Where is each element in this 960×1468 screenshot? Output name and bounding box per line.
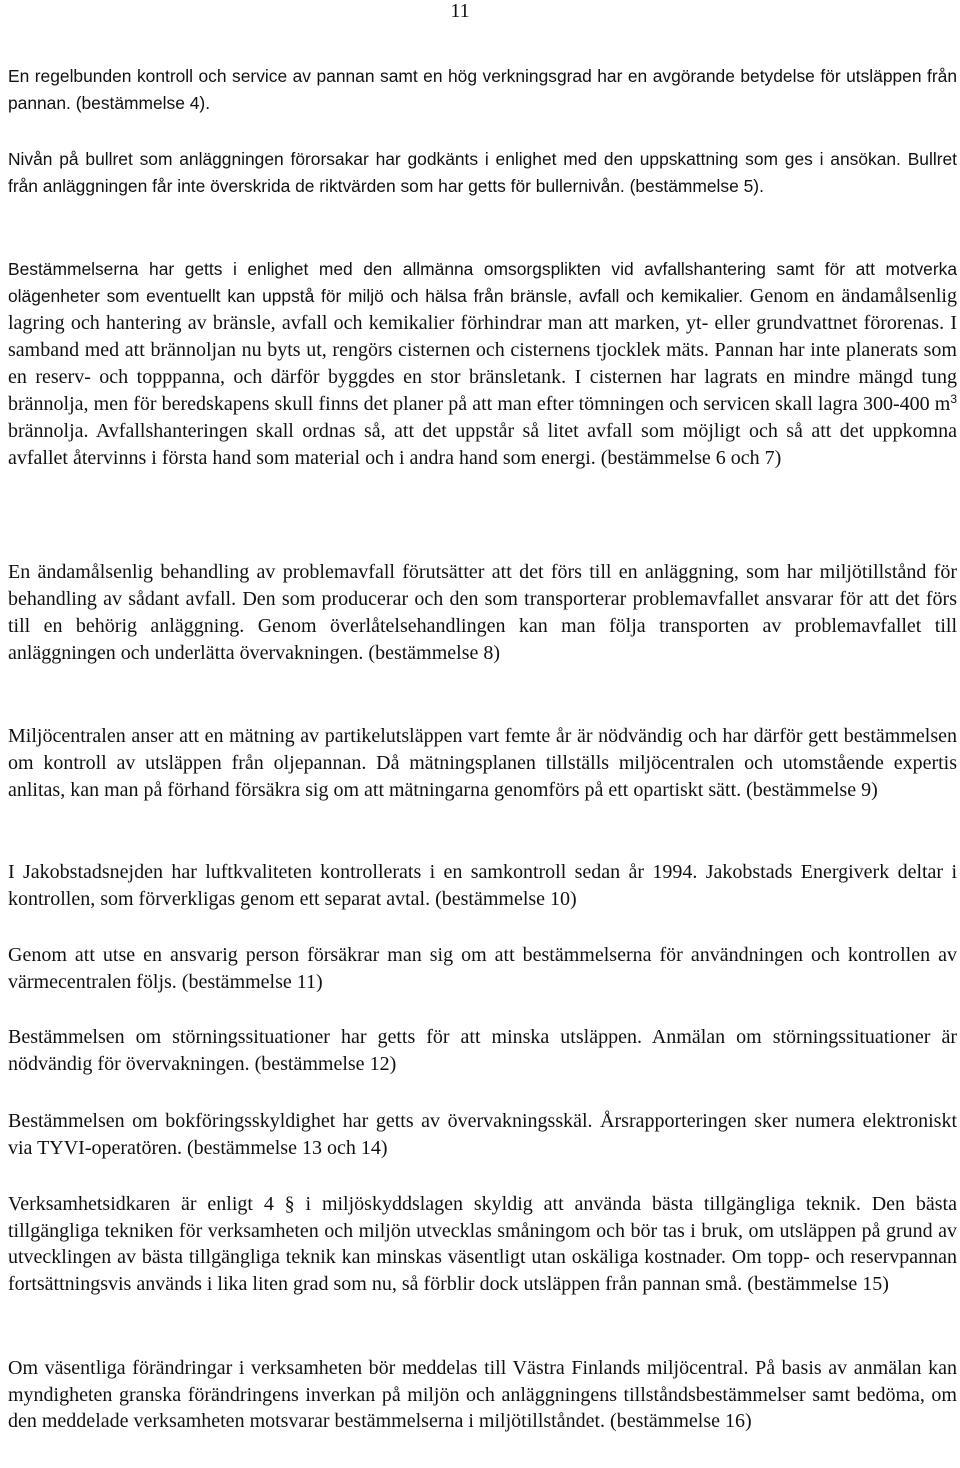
paragraph-waste-handling-end: brännolja. Avfallshanteringen skall ordnas så, att det uppstår så litet avfall som möjligt och så att det uppkomna avfallet återvinns i första hand som material och i andra hand som energi. (bestämmelse 6 och 7) — [8, 419, 957, 469]
paragraph-disturbances: Bestämmelsen om störningssituationer har getts för att minska utsläppen. Anmälan om störningssituationer är nödvändig för övervakningen. (bestämmelse 12) — [8, 1026, 957, 1075]
paragraph-particle-measurement: Miljöcentralen anser att en mätning av partikelutsläppen vart femte år är nödvändig och har därför gett bestämmelsen om kontroll av utsläppen från oljepannan. Då mätningsplanen tillställs miljöcentralen och utomstående expertis anlitas, kan man på förhand försäkra sig om att mätningarna genomförs på ett opartiskt sätt. (bestämmelse 9) — [8, 725, 957, 801]
paragraph-waste-handling-intro: Bestämmelserna har getts i enlighet med den allmänna omsorgsplikten vid avfallshantering samt för att motverka olägenheter som eventuellt kan uppstå för miljö och hälsa från bränsle, avfall och kemikalier. — [8, 259, 957, 306]
paragraph-problem-waste: En ändamålsenlig behandling av problemavfall förutsätter att det förs till en anläggning, som har miljötillstånd för behandling av sådant avfall. Den som producerar och den som transporterar problemavfallet ansvarar för att det förs till en behörig anläggning. Genom överlåtelsehandlingen kan man följa transporten av problemavfallet till anläggningen och underlätta övervakningen. (bestämmelse 8) — [8, 561, 957, 664]
paragraph-waste-handling-body: Genom en ändamålsenlig lagring och hantering av bränsle, avfall och kemikalier förhindrar man att marken, yt- eller grundvattnet förorenas. I samband med att brännoljan nu byts ut, rengörs cisternen och cisternens tjocklek mäts. Pannan har inte planerats som en reserv- och topppanna, och därför byggdes en stor bränsletank. I cisternen har lagrats en mindre mängd tung brännolja, men för beredskapens skull finns det planer på att man efter tömningen och servicen skall lagra 300-400 m — [8, 284, 957, 415]
cubic-superscript: 3 — [950, 392, 957, 406]
paragraph-noise: Nivån på bullret som anläggningen förorsakar har godkänts i enlighet med den uppskattning som ges i ansökan. Bullret från anläggningen får inte överskrida de riktvärden som har getts för bullernivån. (bestämmelse 5). — [8, 149, 957, 196]
page-number: 11 — [450, 0, 470, 22]
paragraph-responsible-person: Genom att utse en ansvarig person försäkrar man sig om att bestämmelserna för användningen och kontrollen av värmecentralen följs. (bestämmelse 11) — [8, 944, 957, 993]
paragraph-significant-changes: Om väsentliga förändringar i verksamheten bör meddelas till Västra Finlands miljöcentral. På basis av anmälan kan myndigheten granska förändringens inverkan på miljön och anläggningens tillståndsbestämmelser samt bedöma, om den meddelade verksamheten motsvarar bestämmelserna i miljötillståndet. (bestämmelse 16) — [8, 1357, 957, 1433]
paragraph-boiler-service: En regelbunden kontroll och service av pannan samt en hög verkningsgrad har en avgörande betydelse för utsläppen från pannan. (bestämmelse 4). — [8, 66, 957, 113]
paragraph-bookkeeping: Bestämmelsen om bokföringsskyldighet har getts av övervakningsskäl. Årsrapporteringen sker numera elektroniskt via TYVI-operatören. (bestämmelse 13 och 14) — [8, 1110, 957, 1159]
paragraph-air-quality: I Jakobstadsnejden har luftkvaliteten kontrollerats i en samkontroll sedan år 1994. Jakobstads Energiverk deltar i kontrollen, som förverkligas genom ett separat avtal. (bestämmelse 10) — [8, 861, 957, 910]
paragraph-best-available-technique: Verksamhetsidkaren är enligt 4 § i miljöskyddslagen skyldig att använda bästa tillgängliga teknik. Den bästa tillgängliga tekniken för verksamheten och miljön utvecklas småningom och bör tas i bruk, om utsläppen på grund av utvecklingen av bästa tillgängliga teknik kan minskas väsentligt utan oskäliga kostnader. Om topp- och reservpannan fortsättningsvis används i lika liten grad som nu, så förblir dock utsläppen från pannan små. (bestämmelse 15) — [8, 1193, 957, 1295]
paragraph-waste-handling — [8, 256, 957, 472]
